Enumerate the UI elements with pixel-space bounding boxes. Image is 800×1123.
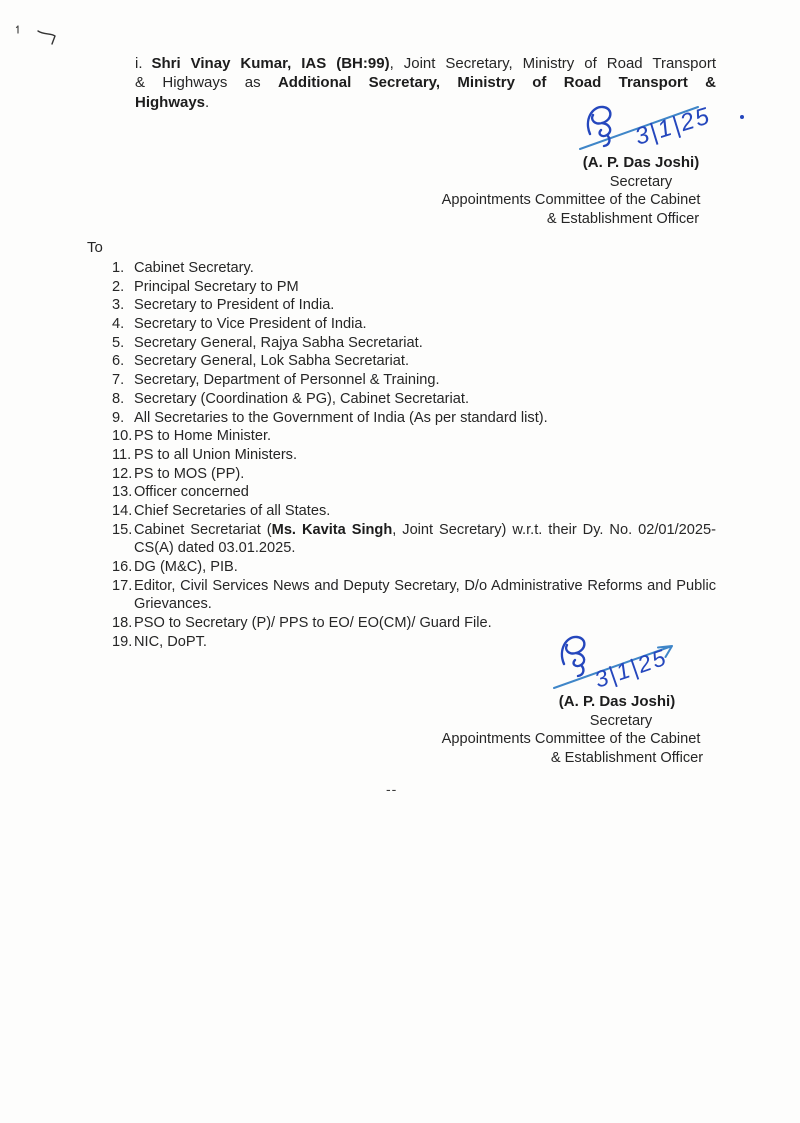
handwritten-signature-2 [546, 630, 700, 696]
list-item-number: 7. [112, 372, 125, 389]
list-item [112, 296, 716, 315]
signatory-org-line1: Appointments Committee of the Cabinet [441, 192, 701, 208]
signatory-org-line1: Appointments Committee of the Cabinet [441, 731, 701, 747]
ink-dot [740, 115, 744, 119]
paragraph-text: & Highways as [135, 74, 278, 92]
list-item-text: NIC, DoPT. [134, 633, 207, 650]
list-item-text: Cabinet Secretary. [134, 260, 254, 276]
list-item-number: 10. [112, 428, 133, 445]
list-item [112, 352, 716, 371]
list-item-text: Cabinet Secretariat (Ms. Kavita Singh, Joint Secretary) w.r.t. their Dy. No. 02/01/2025-CS(A) dated 03.01.2025. [134, 521, 716, 557]
distribution-list [112, 259, 716, 651]
signatory-org-line2: & Establishment Officer [546, 210, 700, 227]
scan-artifact-marks [8, 18, 72, 52]
list-item-number: 17. [112, 577, 133, 594]
list-item-text: Secretary to President of India. [134, 297, 335, 314]
list-item-number: 18. [112, 615, 133, 632]
list-item-number: 2. [112, 278, 125, 295]
list-item-text: All Secretaries to the Government of India (As per standard list). [134, 409, 548, 426]
list-item [112, 390, 716, 409]
list-item-text: Editor, Civil Services News and Deputy Secretary, D/o Administrative Reforms and Public Grievances. [134, 577, 716, 613]
list-item-number: 14. [112, 502, 133, 519]
list-item-text: Officer concerned [134, 484, 249, 501]
list-item-text: PS to MOS (PP). [134, 465, 245, 482]
list-item-number: 3. [112, 297, 125, 314]
list-item [112, 278, 716, 297]
list-item-number: 6. [112, 353, 125, 370]
list-item [112, 558, 716, 577]
list-item [112, 577, 716, 614]
list-item-text: PS to all Union Ministers. [134, 446, 298, 463]
list-item-text: Principal Secretary to PM [134, 278, 299, 295]
paragraph-text: Additional Secretary, Ministry of Road Transport & [277, 74, 716, 92]
list-item-number: 4. [112, 316, 125, 333]
list-item [112, 259, 716, 278]
list-item [112, 409, 716, 428]
end-of-document-mark: -- [386, 781, 398, 797]
handwritten-date-2: 3|1|25 [591, 643, 671, 693]
paragraph-text: , Joint Secretary, Ministry of Road Transport [389, 55, 716, 72]
list-item-text: DG (M&C), PIB. [134, 559, 238, 575]
signatory-name: (A. P. Das Joshi) [582, 154, 700, 171]
paragraph-text: i. [135, 55, 143, 72]
list-item-number: 9. [112, 409, 125, 426]
list-item [112, 427, 716, 446]
list-item-number: 8. [112, 390, 125, 407]
list-item-text: Secretary, Department of Personnel & Training. [134, 372, 440, 389]
list-item [112, 502, 716, 521]
list-item-text: Chief Secretaries of all States. [134, 502, 331, 519]
signatory-title: Secretary [609, 173, 673, 190]
list-item [112, 483, 716, 502]
list-item-number: 16. [112, 559, 133, 575]
signature-block-2 [420, 693, 720, 767]
list-item [112, 465, 716, 484]
paragraph-line [135, 54, 716, 73]
signature-block-1 [420, 154, 720, 228]
signatory-name: (A. P. Das Joshi) [558, 693, 676, 710]
list-item [112, 446, 716, 465]
list-item [112, 334, 716, 353]
list-item-text: Secretary General, Rajya Sabha Secretariat. [134, 334, 423, 351]
list-item-number: 1. [112, 260, 125, 276]
handwritten-signature-1 [574, 98, 752, 156]
list-item-number: 15. [112, 521, 133, 538]
list-item-number: 11. [112, 446, 132, 463]
list-item [112, 521, 716, 558]
list-item-number: 5. [112, 334, 125, 351]
paragraph-text: Shri Vinay Kumar, IAS (BH:99) [151, 55, 390, 72]
list-item-number: 13. [112, 484, 133, 501]
list-item [112, 371, 716, 390]
signatory-title: Secretary [589, 712, 653, 729]
paragraph-text: Highways [135, 93, 206, 111]
signatory-org-line2: & Establishment Officer [550, 749, 704, 766]
to-label: To [87, 239, 103, 256]
signature-scribble [562, 637, 584, 676]
paragraph-line [135, 73, 716, 92]
list-item-text: Secretary General, Lok Sabha Secretariat. [134, 353, 409, 370]
list-item-text: Secretary to Vice President of India. [134, 316, 367, 333]
list-item-number: 12. [112, 465, 133, 482]
handwritten-date-1: 3|1|25 [631, 102, 715, 151]
list-item-text: Secretary (Coordination & PG), Cabinet Secretariat. [134, 390, 469, 407]
list-item-number: 19. [112, 633, 133, 650]
list-item [112, 315, 716, 334]
list-item-text: PS to Home Minister. [134, 428, 272, 445]
list-item-text: PSO to Secretary (P)/ PPS to EO/ EO(CM)/ Guard File. [134, 615, 492, 632]
paragraph-text: . [205, 93, 210, 111]
